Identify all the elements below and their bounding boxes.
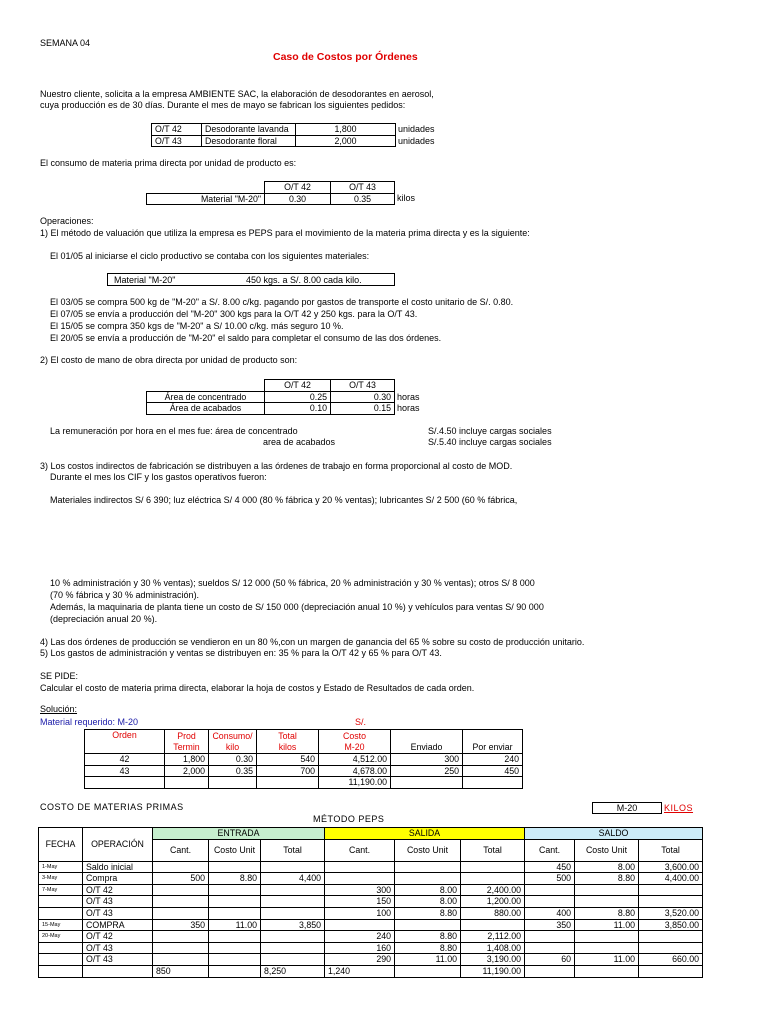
value-cell: 11.00	[575, 919, 639, 931]
cell: 0.30	[209, 754, 257, 766]
operation-3b: Durante el mes los CIF y los gastos operativos fueron:	[50, 472, 267, 482]
value-cell: 11,190.00	[461, 965, 525, 977]
remuneration-value-2: S/.5.40 incluye cargas sociales	[428, 437, 552, 447]
value-cell	[395, 873, 461, 885]
remuneration-area-2: area de acabados	[263, 437, 336, 447]
cell: 4,512.00	[319, 754, 391, 766]
value-cell	[209, 884, 261, 896]
value-cell: 8.00	[575, 861, 639, 873]
cell: 43	[85, 765, 165, 777]
date-cell: 7-May	[39, 884, 83, 896]
group-saldo: SALDO	[525, 828, 703, 840]
value-cell	[261, 884, 325, 896]
cell: 0.35	[209, 765, 257, 777]
operation-cell: O/T 42	[83, 884, 153, 896]
value-cell	[325, 919, 395, 931]
movement-line: El 20/05 se envía a producción de "M-20" el saldo para completar el consumo de las dos órdenes.	[50, 333, 442, 343]
unit-label: horas	[397, 392, 420, 402]
operation-cell: O/T 43	[83, 896, 153, 908]
date-cell	[39, 896, 83, 908]
value-cell: 11.00	[575, 954, 639, 966]
operation-cell: COMPRA	[83, 919, 153, 931]
table-row	[85, 777, 523, 789]
value-cell: 60	[525, 954, 575, 966]
value-cell: 1,408.00	[461, 942, 525, 954]
value-cell: 2,400.00	[461, 884, 525, 896]
col-operacion: OPERACIÓN	[83, 828, 153, 862]
value-cell: 2,112.00	[461, 931, 525, 943]
initial-stock-text: El 01/05 al iniciarse el ciclo productivo se contaba con los siguientes materiales:	[50, 251, 370, 261]
consumption-table	[146, 181, 395, 205]
cell: 42	[85, 754, 165, 766]
col-header: O/T 42	[265, 380, 331, 392]
operation-2: 2) El costo de mano de obra directa por unidad de producto son:	[40, 355, 298, 365]
area-label: Área de acabados	[147, 403, 265, 415]
value-cell: 11.00	[209, 919, 261, 931]
value-cell	[525, 884, 575, 896]
value-cell	[261, 954, 325, 966]
cif-line: (70 % fábrica y 30 % administración).	[50, 590, 200, 600]
cell: 2,000	[165, 765, 209, 777]
solution-label: Solución:	[40, 704, 78, 714]
value-cell	[639, 942, 703, 954]
table-row	[39, 965, 703, 977]
value-cell	[209, 931, 261, 943]
order-id: O/T 42	[152, 124, 202, 136]
operation-5: 5) Los gastos de administración y ventas se distribuyen en: 35 % para la O/T 42 y 65 % para O/T 43.	[40, 648, 442, 658]
value-cell: 300	[325, 884, 395, 896]
value-cell	[325, 861, 395, 873]
cell: 1,800	[165, 754, 209, 766]
value-cell	[461, 873, 525, 885]
date-cell: 20-May	[39, 931, 83, 943]
value-cell	[575, 965, 639, 977]
value-cell: 0.10	[265, 403, 331, 415]
value-cell: 4,400.00	[639, 873, 703, 885]
unit-label: unidades	[398, 124, 435, 134]
sub-header: Costo Unit	[209, 839, 261, 861]
unit-label: horas	[397, 403, 420, 413]
col-header: Total kilos	[257, 730, 319, 754]
date-cell: 15-May	[39, 919, 83, 931]
cell: 300	[391, 754, 463, 766]
cell: 540	[257, 754, 319, 766]
value-cell	[575, 942, 639, 954]
labor-table	[146, 379, 395, 415]
value-cell	[153, 896, 209, 908]
value-cell	[209, 896, 261, 908]
se-pide-label: SE PIDE:	[40, 671, 79, 681]
value-cell: 350	[153, 919, 209, 931]
value-cell: 3,520.00	[639, 907, 703, 919]
value-cell: 8,250	[261, 965, 325, 977]
value-cell	[575, 896, 639, 908]
value-cell: 0.25	[265, 391, 331, 403]
quantity: 2,000	[296, 135, 396, 147]
table-row	[39, 896, 703, 908]
value-cell: 3,190.00	[461, 954, 525, 966]
movement-line: El 07/05 se envía a producción del "M-20" 300 kgs para la O/T 42 y 250 kgs. para la O/T 43.	[50, 309, 418, 319]
cif-line: Materiales indirectos S/ 6 390; luz eléctrica S/ 4 000 (80 % fábrica y 20 % ventas); lubricantes S/ 2 500 (60 % fábrica,	[50, 495, 518, 505]
remuneration-text: La remuneración por hora en el mes fue: área de concentrado	[50, 426, 298, 436]
value-cell	[261, 931, 325, 943]
value-cell: 8.80	[395, 907, 461, 919]
table-row	[39, 828, 703, 840]
value-cell: 0.35	[331, 193, 395, 205]
group-salida: SALIDA	[325, 828, 525, 840]
table-row	[39, 907, 703, 919]
value-cell	[461, 861, 525, 873]
se-pide-text: Calcular el costo de materia prima directa, elaborar la hoja de costos y Estado de Resultados de cada orden.	[40, 683, 475, 693]
value-cell	[461, 919, 525, 931]
value-cell	[153, 907, 209, 919]
operation-cell: O/T 42	[83, 931, 153, 943]
material-code: M-20	[592, 802, 662, 814]
value-cell: 660.00	[639, 954, 703, 966]
group-entrada: ENTRADA	[153, 828, 325, 840]
value-cell	[525, 965, 575, 977]
operation-cell: O/T 43	[83, 907, 153, 919]
value-cell: 3,600.00	[639, 861, 703, 873]
value-cell: 11.00	[395, 954, 461, 966]
orders-table	[151, 123, 396, 147]
cell: 240	[463, 754, 523, 766]
operation-cell: O/T 43	[83, 942, 153, 954]
sub-header: Costo Unit	[395, 839, 461, 861]
consumption-text: El consumo de materia prima directa por unidad de producto es:	[40, 158, 297, 168]
value-cell	[209, 907, 261, 919]
sub-header: Cant.	[525, 839, 575, 861]
sub-header: Total	[261, 839, 325, 861]
value-cell	[395, 965, 461, 977]
value-cell	[261, 907, 325, 919]
remuneration-value-1: S/.4.50 incluye cargas sociales	[428, 426, 552, 436]
value-cell: 0.15	[331, 403, 395, 415]
value-cell	[639, 931, 703, 943]
value-cell: 8.80	[575, 907, 639, 919]
cell: 4,678.00	[319, 765, 391, 777]
col-header: Orden	[85, 730, 165, 754]
table-row	[152, 124, 396, 136]
value-cell	[261, 896, 325, 908]
table-row	[147, 403, 395, 415]
cif-line: 10 % administración y 30 % ventas); sueldos S/ 12 000 (50 % fábrica, 20 % administración y 30 % ventas); otros S/ 8 000	[50, 578, 535, 588]
date-cell	[39, 942, 83, 954]
table-row	[39, 954, 703, 966]
value-cell: 290	[325, 954, 395, 966]
value-cell	[639, 965, 703, 977]
col-header: O/T 43	[331, 182, 395, 194]
table-row	[39, 919, 703, 931]
sub-header: Total	[639, 839, 703, 861]
value-cell: 350	[525, 919, 575, 931]
value-cell: 100	[325, 907, 395, 919]
value-cell: 0.30	[331, 391, 395, 403]
value-cell: 8.80	[395, 942, 461, 954]
value-cell	[153, 931, 209, 943]
solution-table	[84, 729, 523, 789]
cell: 450	[463, 765, 523, 777]
material-value: 450 kgs. a S/. 8.00 cada kilo.	[246, 275, 362, 285]
value-cell: 160	[325, 942, 395, 954]
date-cell	[39, 907, 83, 919]
value-cell: 500	[153, 873, 209, 885]
value-cell	[525, 942, 575, 954]
operations-label: Operaciones:	[40, 216, 94, 226]
value-cell: 500	[525, 873, 575, 885]
cif-line: Además, la maquinaria de planta tiene un costo de S/ 150 000 (depreciación anual 10 %) y vehículos para ventas S/ 90 000	[50, 602, 544, 612]
value-cell: 0.30	[265, 193, 331, 205]
currency-label: S/.	[355, 717, 367, 727]
table-row	[85, 730, 523, 754]
quantity: 1,800	[296, 124, 396, 136]
value-cell	[261, 861, 325, 873]
col-header: Costo M-20	[319, 730, 391, 754]
operation-cell	[83, 965, 153, 977]
kardex-table	[38, 827, 703, 978]
operation-cell: Compra	[83, 873, 153, 885]
value-cell: 8.00	[395, 896, 461, 908]
cell: 700	[257, 765, 319, 777]
value-cell: 3,850.00	[639, 919, 703, 931]
unit-label: kilos	[397, 193, 416, 203]
sub-header: Costo Unit	[575, 839, 639, 861]
material-required: Material requerido: M-20	[40, 717, 139, 727]
table-row	[85, 754, 523, 766]
kardex-title: COSTO DE MATERIAS PRIMAS	[40, 802, 184, 812]
sub-header: Cant.	[325, 839, 395, 861]
table-row	[152, 135, 396, 147]
sub-header: Cant.	[153, 839, 209, 861]
unit-label: KILOS	[664, 803, 694, 813]
value-cell	[153, 954, 209, 966]
table-row	[39, 884, 703, 896]
value-cell	[209, 965, 261, 977]
value-cell: 240	[325, 931, 395, 943]
table-row	[147, 391, 395, 403]
value-cell	[153, 861, 209, 873]
sub-header: Total	[461, 839, 525, 861]
value-cell	[153, 884, 209, 896]
page-title: Caso de Costos por Órdenes	[273, 51, 418, 63]
movement-line: El 15/05 se compra 350 kgs de "M-20" a S/ 10.00 c/kg. más seguro 10 %.	[50, 321, 344, 331]
value-cell	[209, 954, 261, 966]
value-cell: 850	[153, 965, 209, 977]
area-label: Área de concentrado	[147, 391, 265, 403]
table-row	[39, 873, 703, 885]
product-name: Desodorante floral	[202, 135, 296, 147]
col-header: Enviado	[391, 730, 463, 754]
table-row	[147, 182, 395, 194]
value-cell: 4,400	[261, 873, 325, 885]
value-cell: 150	[325, 896, 395, 908]
material-label: Material "M-20"	[147, 193, 265, 205]
total-cell: 11,190.00	[319, 777, 391, 789]
cif-line: (depreciación anual 20 %).	[50, 614, 158, 624]
operation-3: 3) Los costos indirectos de fabricación se distribuyen a las órdenes de trabajo en forma proporcional al costo de MOD.	[40, 461, 513, 471]
value-cell	[325, 873, 395, 885]
value-cell	[575, 884, 639, 896]
initial-material-box	[107, 273, 395, 286]
value-cell	[395, 861, 461, 873]
value-cell	[153, 942, 209, 954]
table-row	[39, 942, 703, 954]
cell: 250	[391, 765, 463, 777]
intro-line-2: cuya producción es de 30 días. Durante el mes de mayo se fabrican los siguientes pedidos:	[40, 100, 406, 110]
table-row	[147, 193, 395, 205]
col-fecha: FECHA	[39, 828, 83, 862]
unit-label: unidades	[398, 136, 435, 146]
value-cell: 1,200.00	[461, 896, 525, 908]
value-cell	[395, 919, 461, 931]
operation-4: 4) Las dos órdenes de producción se vendieron en un 80 %,con un margen de ganancia del 65 % sobre su costo de producción unitario.	[40, 637, 585, 647]
operation-cell: Saldo inicial	[83, 861, 153, 873]
intro-line-1: Nuestro cliente, solicita a la empresa AMBIENTE SAC, la elaboración de desodorantes en aerosol,	[40, 89, 434, 99]
value-cell: 8.00	[395, 884, 461, 896]
operation-1: 1) El método de valuación que utiliza la empresa es PEPS para el movimiento de la materia prima directa y es la siguiente:	[40, 228, 530, 238]
week-label: SEMANA 04	[40, 38, 91, 48]
col-header: Prod Termin	[165, 730, 209, 754]
value-cell: 8.80	[209, 873, 261, 885]
table-row	[39, 861, 703, 873]
value-cell: 880.00	[461, 907, 525, 919]
value-cell	[525, 931, 575, 943]
value-cell	[209, 861, 261, 873]
value-cell	[261, 942, 325, 954]
product-name: Desodorante lavanda	[202, 124, 296, 136]
col-header: Consumo/ kilo	[209, 730, 257, 754]
operation-cell: O/T 43	[83, 954, 153, 966]
col-header: O/T 42	[265, 182, 331, 194]
col-header: Por enviar	[463, 730, 523, 754]
value-cell: 8.80	[575, 873, 639, 885]
value-cell	[639, 896, 703, 908]
value-cell	[639, 884, 703, 896]
value-cell	[209, 942, 261, 954]
value-cell	[525, 896, 575, 908]
kardex-method: MÉTODO PEPS	[313, 814, 385, 824]
value-cell: 450	[525, 861, 575, 873]
table-row	[85, 765, 523, 777]
order-id: O/T 43	[152, 135, 202, 147]
col-header: O/T 43	[331, 380, 395, 392]
material-label: Material "M-20"	[114, 275, 176, 285]
value-cell	[575, 931, 639, 943]
date-cell: 3-May	[39, 873, 83, 885]
table-row	[147, 380, 395, 392]
value-cell: 8.80	[395, 931, 461, 943]
date-cell	[39, 965, 83, 977]
date-cell	[39, 954, 83, 966]
value-cell: 400	[525, 907, 575, 919]
table-row	[39, 931, 703, 943]
value-cell: 3,850	[261, 919, 325, 931]
date-cell: 1-May	[39, 861, 83, 873]
movement-line: El 03/05 se compra 500 kg de "M-20" a S/. 8.00 c/kg. pagando por gastos de transporte el costo unitario de S/. 0.80.	[50, 297, 514, 307]
value-cell: 1,240	[325, 965, 395, 977]
